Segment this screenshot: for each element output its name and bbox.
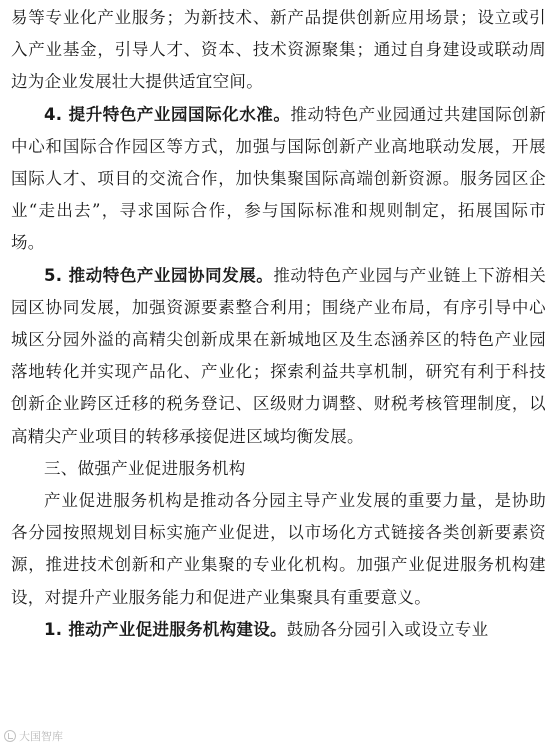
paragraph-text: 易等专业化产业服务；为新技术、新产品提供创新应用场景；设立或引入产业基金，引导人才、资本、技术资源聚集；通过自身建设或联动周边为企业发展壮大提供适宜空间。 — [11, 8, 546, 92]
paragraph-item-5 — [11, 260, 546, 453]
section-heading: 三、做强产业促进服务机构 — [44, 458, 246, 478]
paragraph-section-intro — [11, 485, 546, 614]
paragraph-item-4 — [11, 99, 546, 260]
paragraph-continuation — [11, 2, 546, 99]
paragraph-text: 鼓励各分园引入或设立专业 — [286, 619, 489, 639]
watermark — [4, 728, 63, 744]
item-title: 4. 提升特色产业园国际化水准。 — [44, 104, 291, 124]
section-heading-3 — [11, 453, 546, 485]
paragraph-text: 推动特色产业园与产业链上下游相关园区协同发展，加强资源要素整合利用；围绕产业布局，有序引导中心城区分园外溢的高精尖创新成果在新城地区及生态涵养区的特色产业园落地转化并实现产品化、产业化；探索利益共享机制，研究有利于科技创新企业跨区迁移的税务登记、区级财力调整、财税考核管理制度，以高精尖产业项目的转移承接促进区域均衡发展。 — [11, 265, 546, 446]
paragraph-text: 推动特色产业园通过共建国际创新中心和国际合作园区等方式，加强与国际创新产业高地联动发展，开展国际人才、项目的交流合作，加快集聚国际高端创新资源。服务园区企业“走出去”，寻求国际合作，参与国际标准和规则制定，拓展国际市场。 — [11, 104, 547, 253]
watermark-text: 大国智库 — [19, 730, 63, 743]
paragraph-text: 产业促进服务机构是推动各分园主导产业发展的重要力量，是协助各分园按照规划目标实施产业促进，以市场化方式链接各类创新要素资源，推进技术创新和产业集聚的专业化机构。加强产业促进服务机构建设，对提升产业服务能力和促进产业集聚具有重要意义。 — [11, 491, 546, 607]
paragraph-item-1 — [11, 614, 546, 646]
logo-icon — [4, 730, 16, 742]
item-title: 5. 推动特色产业园协同发展。 — [44, 265, 274, 285]
item-title: 1. 推动产业促进服务机构建设。 — [44, 619, 287, 639]
